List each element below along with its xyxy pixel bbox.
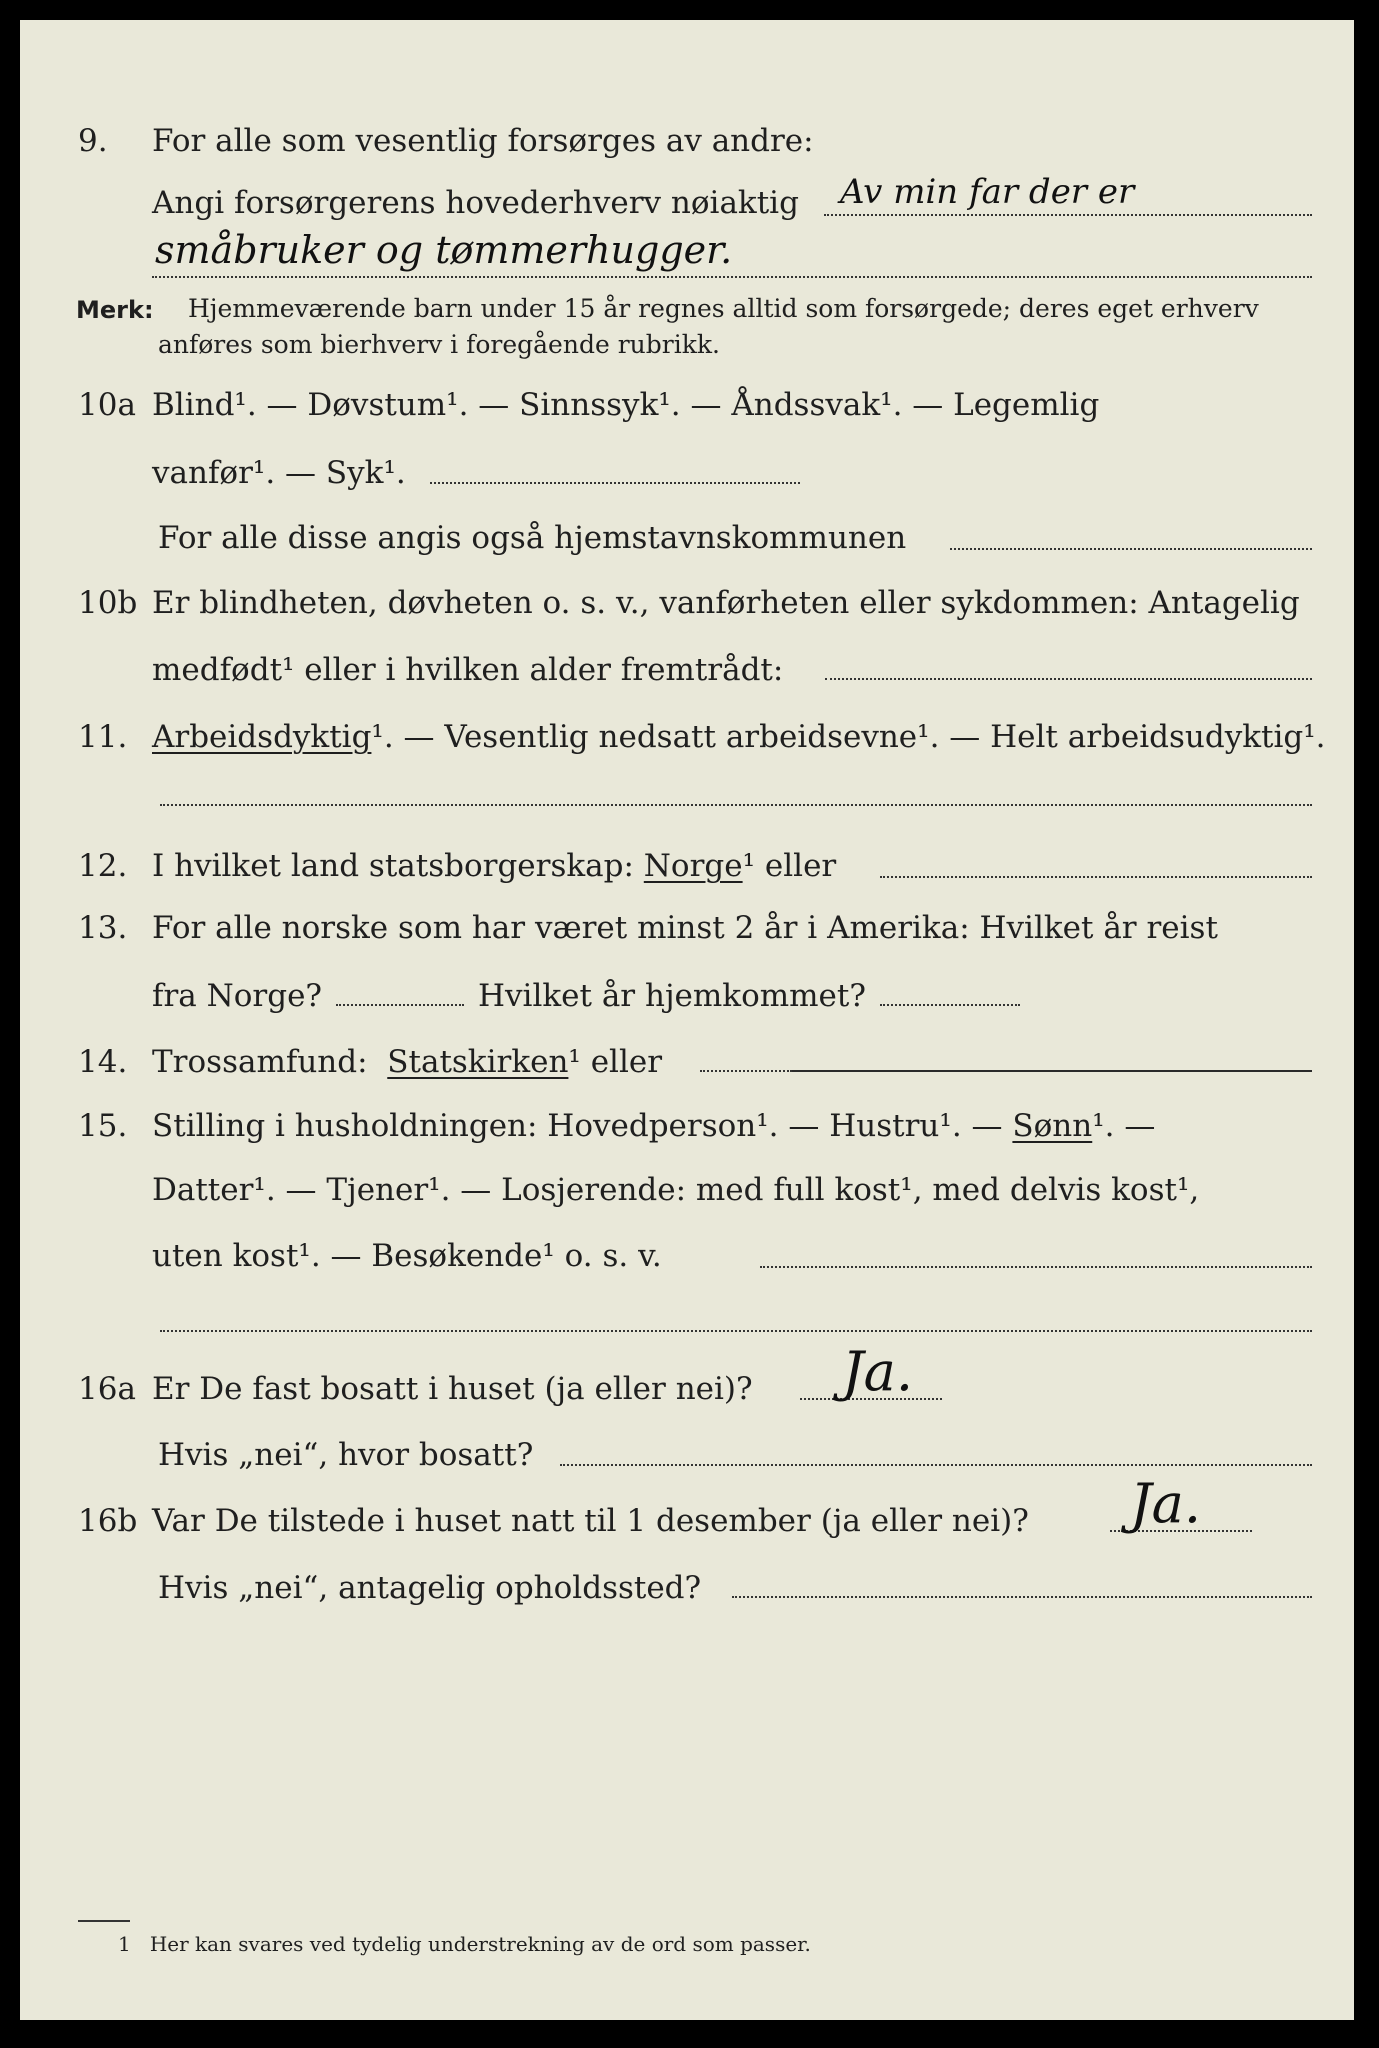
question-text: vanfør¹. — Syk¹. — [152, 455, 406, 491]
answer-line — [160, 1330, 1312, 1332]
answer-line — [950, 548, 1312, 550]
question-text-pre: I hvilket land statsborgerskap: — [152, 848, 634, 884]
question-text: Angi forsørgerens hovederhverv nøiaktig — [152, 185, 799, 221]
question-text: Hvilket år hjemkommet? — [478, 978, 866, 1014]
question-text — [152, 1042, 662, 1082]
selected-option: Arbeidsdyktig — [152, 719, 372, 755]
question-text: fra Norge? — [152, 978, 323, 1014]
question-text — [152, 1106, 1155, 1146]
question-text-rest: ¹. — Vesentlig nedsatt arbeidsevne¹. — Helt arbeidsudyktig¹. — [371, 719, 1326, 755]
handwritten-answer: Ja. — [1130, 1472, 1202, 1535]
question-text: For alle som vesentlig forsørges av andre: — [152, 123, 814, 159]
answer-line — [760, 1266, 1312, 1268]
question-number: 15. — [78, 1108, 128, 1144]
answer-line — [792, 1070, 1312, 1072]
question-text — [152, 717, 1326, 757]
question-number: 12. — [78, 848, 128, 884]
selected-option: Norge — [643, 848, 743, 884]
footnote — [118, 1930, 811, 1958]
footnote-text: Her kan svares ved tydelig understrekning av de ord som passer. — [149, 1932, 811, 1956]
handwritten-answer: Av min far der er — [840, 172, 1135, 212]
question-text-pre: Trossamfund: — [152, 1044, 368, 1080]
question-text: Er blindheten, døvheten o. s. v., vanførheten eller sykdommen: Antagelig — [152, 585, 1300, 621]
note-line: Hjemmeværende barn under 15 år regnes alltid som forsørgede; deres eget erhverv — [188, 294, 1259, 323]
answer-line — [825, 678, 1312, 680]
question-text: Datter¹. — Tjener¹. — Losjerende: med full kost¹, med delvis kost¹, — [152, 1172, 1200, 1208]
question-text: Hvis „nei“, hvor bosatt? — [158, 1437, 534, 1473]
note-line: anføres som bierhverv i foregående rubrikk. — [158, 330, 720, 359]
answer-line — [700, 1070, 792, 1072]
question-text: Hvis „nei“, antagelig opholdssted? — [158, 1570, 702, 1606]
question-number: 9. — [78, 123, 108, 159]
question-number: 11. — [78, 719, 128, 755]
handwritten-answer: småbruker og tømmerhugger. — [155, 228, 733, 272]
footnote-mark: 1 — [118, 1932, 131, 1956]
question-text-post: ¹ eller — [742, 848, 837, 884]
question-text: Blind¹. — Døvstum¹. — Sinnssyk¹. — Åndssvak¹. — Legemlig — [152, 387, 1100, 423]
question-text: medfødt¹ eller i hvilken alder fremtrådt: — [152, 652, 784, 688]
question-text-post: ¹. — — [1092, 1108, 1156, 1144]
answer-line — [152, 276, 1312, 278]
answer-line — [880, 876, 1312, 878]
selected-option: Statskirken — [387, 1044, 569, 1080]
answer-line — [336, 1004, 464, 1006]
question-number: 16a — [78, 1371, 136, 1407]
question-number: 10a — [78, 387, 136, 423]
question-number: 10b — [78, 585, 138, 621]
answer-line — [824, 214, 1312, 216]
selected-option: Sønn — [1012, 1108, 1093, 1144]
footnote-rule — [78, 1920, 130, 1922]
question-number: 13. — [78, 910, 128, 946]
question-text: Var De tilstede i huset natt til 1 desember (ja eller nei)? — [152, 1503, 1029, 1539]
handwritten-answer: Ja. — [842, 1340, 914, 1403]
question-text — [152, 846, 836, 886]
question-text-post: ¹ eller — [568, 1044, 663, 1080]
answer-line — [160, 804, 1312, 806]
question-text: For alle disse angis også hjemstavnskommunen — [158, 520, 907, 556]
census-form-page — [20, 20, 1354, 2020]
question-text: uten kost¹. — Besøkende¹ o. s. v. — [152, 1238, 662, 1274]
question-text-pre: Stilling i husholdningen: Hovedperson¹. — Hustru¹. — — [152, 1108, 1003, 1144]
answer-line — [430, 482, 800, 484]
question-number: 16b — [78, 1503, 138, 1539]
question-text: Er De fast bosatt i huset (ja eller nei)? — [152, 1371, 753, 1407]
question-number: 14. — [78, 1044, 128, 1080]
answer-line — [880, 1004, 1020, 1006]
answer-line — [732, 1596, 1312, 1598]
note-label: Merk: — [76, 296, 154, 324]
answer-line — [560, 1464, 1312, 1466]
question-text: For alle norske som har været minst 2 år i Amerika: Hvilket år reist — [152, 910, 1218, 946]
